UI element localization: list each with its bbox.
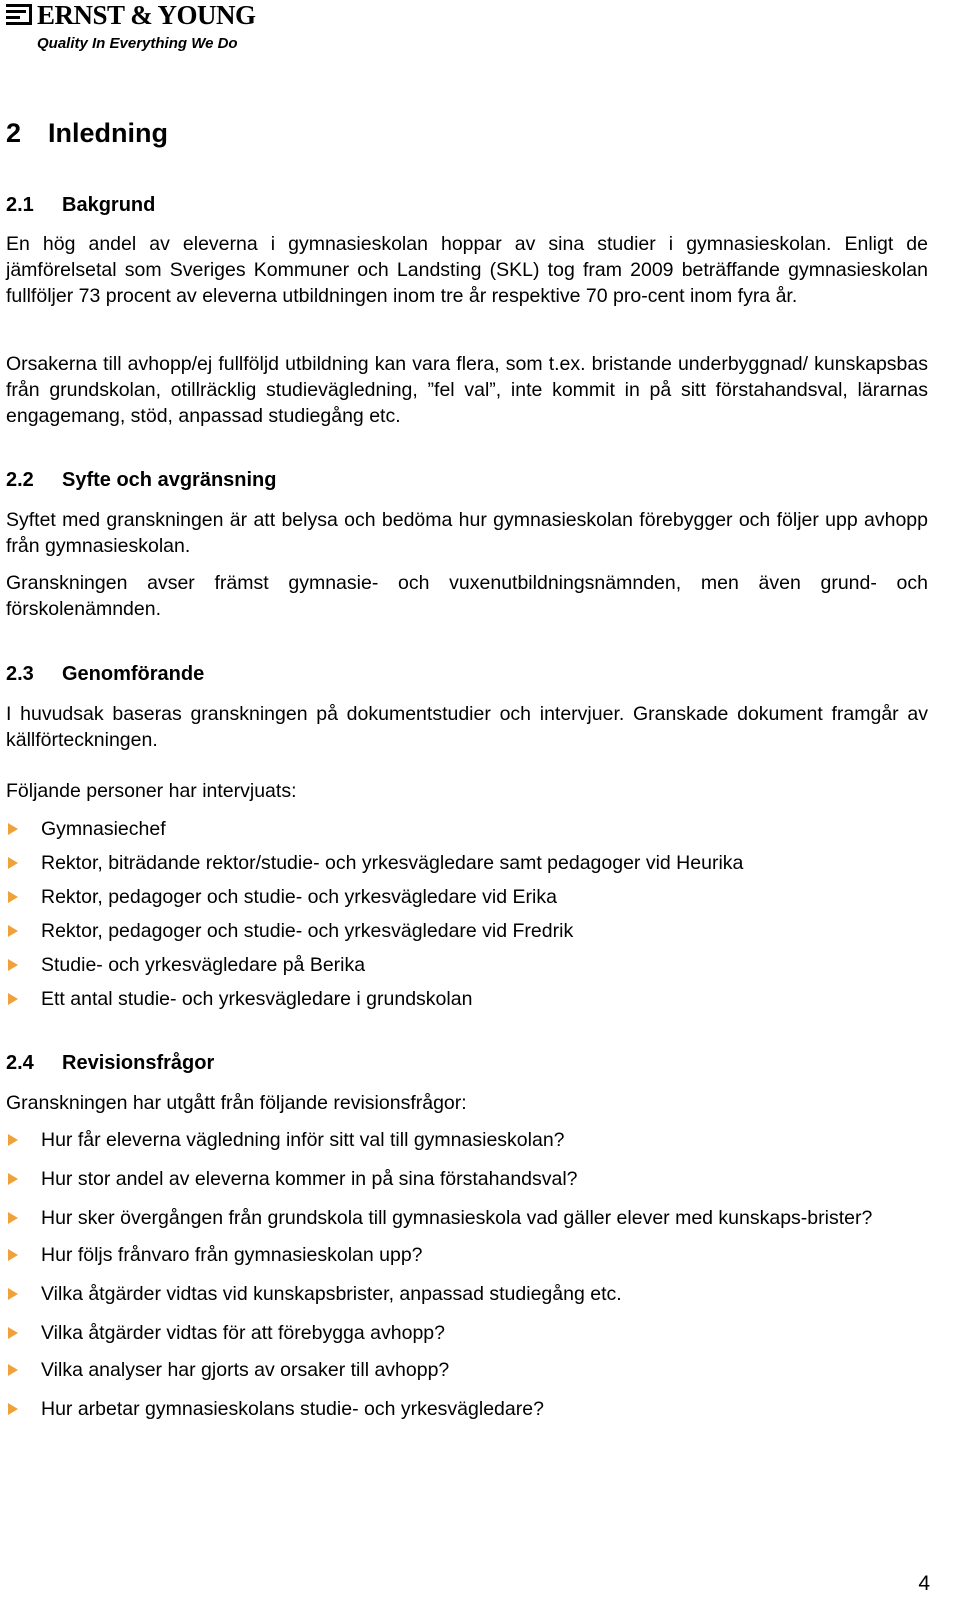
section-heading-genomforande <box>6 663 204 686</box>
list-item-text: Ett antal studie- och yrkesvägledare i grundskolan <box>41 988 473 1010</box>
triangle-bullet-icon <box>8 1327 18 1339</box>
logo-company-name: ERNST & YOUNG <box>37 0 256 30</box>
list-item <box>6 1242 931 1268</box>
list-item-text: Vilka analyser har gjorts av orsaker till avhopp? <box>41 1359 450 1381</box>
ey-lines-logo-icon <box>6 4 32 26</box>
triangle-bullet-icon <box>8 925 18 937</box>
page-number: 4 <box>918 1572 930 1595</box>
triangle-bullet-icon <box>8 1134 18 1146</box>
paragraph: I huvudsak baseras granskningen på dokumentstudier och intervjuer. Granskade dokument framgår av källförteckningen. <box>6 703 928 751</box>
list-item <box>6 1166 931 1192</box>
list-item <box>6 952 931 978</box>
triangle-bullet-icon <box>8 857 18 869</box>
section-heading-syfte <box>6 469 277 492</box>
section-title: Genomförande <box>62 663 205 685</box>
triangle-bullet-icon <box>8 823 18 835</box>
list-item <box>6 1357 931 1383</box>
triangle-bullet-icon <box>8 1288 18 1300</box>
triangle-bullet-icon <box>8 1212 18 1224</box>
section-number: 2.4 <box>6 1052 34 1074</box>
list-item <box>6 884 931 910</box>
list-item <box>6 1320 931 1346</box>
chapter-heading <box>6 118 168 149</box>
list-item <box>6 1281 931 1307</box>
paragraph: En hög andel av eleverna i gymnasieskolan hoppar av sina studier i gymnasieskolan. Enligt de jämförelsetal som Sveriges Kommuner och Landsting (SKL) tog fram 2009 beträffande gymnasieskolan fullföljer 73 procent av eleverna utbildningen inom tre år respektive 70 pro-cent inom fyra år. <box>6 233 928 307</box>
list-item-text: Vilka åtgärder vidtas vid kunskapsbrister, anpassad studiegång etc. <box>41 1283 622 1305</box>
paragraph: Orsakerna till avhopp/ej fullföljd utbildning kan vara flera, som t.ex. bristande underbyggnad/ kunskapsbas från grundskolan, otillräcklig studievägledning, ”fel val”, inte kommit in på sitt förstahandsval, lärarnas engagemang, stöd, anpassad studiegång etc. <box>6 353 928 427</box>
chapter-title: Inledning <box>48 118 168 148</box>
section-title: Syfte och avgränsning <box>62 469 277 491</box>
section-number: 2.1 <box>6 194 34 216</box>
section-number: 2.3 <box>6 663 34 685</box>
list-item-text: Rektor, biträdande rektor/studie- och yrkesvägledare samt pedagoger vid Heurika <box>41 852 744 874</box>
list-item-text: Hur arbetar gymnasieskolans studie- och yrkesvägledare? <box>41 1398 544 1420</box>
list-item <box>6 918 931 944</box>
triangle-bullet-icon <box>8 1403 18 1415</box>
triangle-bullet-icon <box>8 1364 18 1376</box>
logo-tagline: Quality In Everything We Do <box>37 35 238 52</box>
revision-question-list <box>6 1127 931 1422</box>
paragraph: Granskningen avser främst gymnasie- och vuxenutbildningsnämnden, men även grund- och förskolenämnden. <box>6 572 928 620</box>
section-title: Bakgrund <box>62 194 156 216</box>
list-item <box>6 1396 931 1422</box>
paragraph: Granskningen har utgått från följande revisionsfrågor: <box>6 1092 467 1114</box>
section-heading-bakgrund <box>6 194 155 217</box>
list-item-text: Studie- och yrkesvägledare på Berika <box>41 954 366 976</box>
list-item <box>6 850 931 876</box>
list-item <box>6 816 931 842</box>
paragraph: Följande personer har intervjuats: <box>6 780 297 802</box>
list-item-text: Rektor, pedagoger och studie- och yrkesvägledare vid Fredrik <box>41 920 574 942</box>
list-item-text: Gymnasiechef <box>41 818 166 840</box>
ernst-young-logo <box>4 0 264 60</box>
triangle-bullet-icon <box>8 993 18 1005</box>
list-item-text: Vilka åtgärder vidtas för att förebygga avhopp? <box>41 1322 445 1344</box>
triangle-bullet-icon <box>8 891 18 903</box>
section-heading-revisionsfragor <box>6 1052 214 1075</box>
triangle-bullet-icon <box>8 1249 18 1261</box>
list-item-text: Hur får eleverna vägledning inför sitt val till gymnasieskolan? <box>41 1129 565 1151</box>
list-item <box>6 1127 931 1153</box>
list-item-text: Hur stor andel av eleverna kommer in på sina förstahandsval? <box>41 1168 578 1190</box>
chapter-number: 2 <box>6 118 22 148</box>
list-item-text: Hur sker övergången från grundskola till gymnasieskola vad gäller elever med kunskaps-brister? <box>41 1207 873 1229</box>
paragraph: Syftet med granskningen är att belysa och bedöma hur gymnasieskolan förebygger och följer upp avhopp från gymnasieskolan. <box>6 509 928 557</box>
list-item-text: Rektor, pedagoger och studie- och yrkesvägledare vid Erika <box>41 886 557 908</box>
triangle-bullet-icon <box>8 959 18 971</box>
section-title: Revisionsfrågor <box>62 1052 215 1074</box>
triangle-bullet-icon <box>8 1173 18 1185</box>
list-item <box>6 1205 931 1231</box>
list-item <box>6 986 931 1012</box>
list-item-text: Hur följs frånvaro från gymnasieskolan upp? <box>41 1244 423 1266</box>
interviewee-list <box>6 816 931 1012</box>
section-number: 2.2 <box>6 469 34 491</box>
